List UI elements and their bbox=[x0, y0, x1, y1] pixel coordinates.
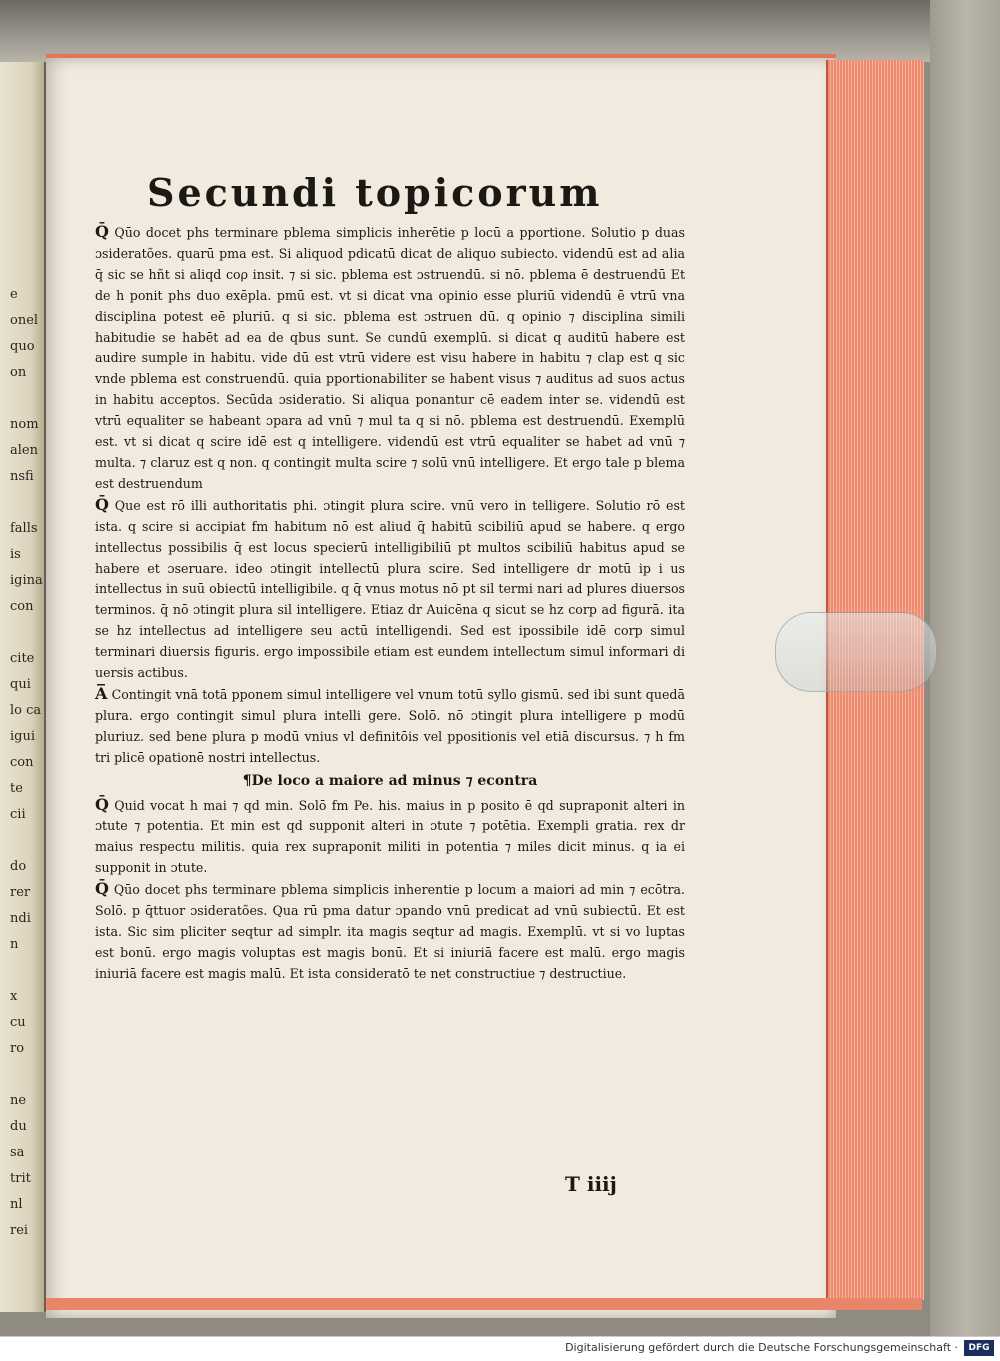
running-head: Secundi topicorum bbox=[147, 170, 603, 215]
book-cover-right bbox=[930, 0, 1000, 1336]
argument-mark-initial: A̅ bbox=[95, 683, 108, 703]
paragraph-text: Contingit vnā totā pponem simul intelligere vel vnum totū syllo gismū. sed ibi sunt quedā plura. ergo contingit simul plura intelli gere. Solō. nō ɔtingit plura intelligere p modū pluriuz. sed bene plura p modū vnius vl definitōis vel ppositionis vel etiā discursus. ⁊ h fm tri plicē opationē nostri intellectus. bbox=[95, 686, 685, 765]
paragraph bbox=[95, 684, 685, 769]
paragraph-text: Qūo docet phs terminare pblema simplicis inherentie p locum a maiori ad min ⁊ ecōtra. Solō. p q̄ttuor ɔsideratões. Qua rū pma datur ɔpando vnū predicat ad vnū subiectū. Et est ista. Sic sim pliciter seqtur ad simplr. ita magis seqtur ad magis. Exemplū. vt si vo luptas est bonū. ergo magis voluptas est magis bonū. Et si iniuriā facere est malū. ergo magis iniuriā facere est magis malū. Et ista consideratō te net constructiue ⁊ destructiue. bbox=[95, 882, 685, 981]
paragraph bbox=[95, 222, 685, 495]
signature-mark: T iiij bbox=[565, 1172, 617, 1196]
text-block bbox=[95, 168, 685, 1178]
footer-bar bbox=[0, 1336, 1000, 1361]
funding-credit: Digitalisierung gefördert durch die Deutsche Forschungsgemeinschaft · bbox=[565, 1341, 958, 1354]
left-page-margin-text: e onel quo on nom alen nsfi falls is igina con cite qui lo ca igui con te cii do rer ndi n x cu ro ne du sa trit nl rei bbox=[10, 287, 43, 1238]
paragraph bbox=[95, 879, 685, 985]
section-heading: ¶De loco a maiore ad minus ⁊ econtra bbox=[242, 772, 538, 789]
question-mark-initial: Q̄ bbox=[95, 222, 109, 241]
paragraph bbox=[95, 795, 685, 880]
question-mark-initial: Q̄ bbox=[95, 879, 109, 899]
left-page bbox=[0, 62, 46, 1312]
paragraph-text: Qūo docet phs terminare pblema simplicis inherētie p locū a pportione. Solutio p duas ɔsideratões. quarū pma est. Si aliquod pdicatū dicat de aliquo subiecto. videndū est ad alia q̄ sic se hñt si aliqd coρ insit. ⁊ si sic. pblema est ɔstruendū. si nō. pblema ē destruendū Et de h ponit phs duo exēpla. pmū est. vt si dicat vna opinio esse pluriū videndū ē vtrū vna disciplina potest eē pluriū. q si sic. pblema est ɔstruen dū. q opinio ⁊ disciplina simili habitudie se habēt ad ea de qbus sunt. Se cundū exemplū. si dicat q auditū habere est audire sumple in habitu. vide dū est vtrū videre est visu habere in habitu ⁊ clap est q sic vnde pblema est construendū. quia pportionabiliter se habent visus ⁊ auditus ad suos actus in habitu acceptos. Secūda ɔsideratio. Si aliqua ponantur cē eadem inter se. videndū est vtrū equaliter se habeant ɔpara ad vnū ⁊ mul ta q si nō. pblema est destruendū. Exemplū est. vt si dicat q scire idē est q intelligere. videndū est vtrū equaliter se habet ad vnū ⁊ multa. ⁊ claruz est q non. q contingit multa scire ⁊ solū vnū intelligere. Et ergo tale p blema est destruendum bbox=[95, 225, 685, 491]
paragraph bbox=[95, 495, 685, 684]
question-mark-initial: Q̄ bbox=[95, 794, 109, 814]
book-cover-top bbox=[0, 0, 1000, 62]
question-mark-initial: Q̄ bbox=[95, 494, 109, 514]
paragraph-text: Quid vocat h mai ⁊ qd min. Solō fm Pe. his. maius in p posito ē qd supraponit alteri in ɔtute ⁊ potentia. Et min est qd supponit alteri in ɔtute ⁊ potētia. Exempli gratia. rex dr maius respectu militis. quia rex supraponit militi in potentia ⁊ miles dicit minus. q ia ei supponit in ɔtute. bbox=[95, 797, 686, 876]
glass-clip bbox=[775, 612, 937, 692]
dfg-logo: DFG bbox=[964, 1340, 994, 1356]
bottom-red-edge bbox=[46, 1298, 922, 1310]
paragraph-text: Que est rō illi authoritatis phi. ɔtingit plura scire. vnū vero in telligere. Solutio rō est ista. q scire si accipiat fm habitum nō est aliud q̄ habitū scibiliū apud se habere. q ergo intellectus possibilis q̄ est locus specierū intelligibiliū pt multos scibiliū habitus apud se habere et ɔseruare. ideo ɔtingit intellectū plura scire. Sed intelligere dr motū ip i us intellectus in suū obiectū intelligibile. q q̄ vnus motus nō pt sil termi nari ad plures diuersos terminos. q̄ nō ɔtingit plura sil intelligere. Etiaz dr Auicēna q sicut se hz corp ad figurā. ita se hz intellectus ad intelligere seu actū intelligendi. Sed est ipossibile idē corp simul terminari diuersis figuris. ergo impossibile etiam est eundem intellectum simul informari di uersis actibus. bbox=[95, 497, 685, 681]
